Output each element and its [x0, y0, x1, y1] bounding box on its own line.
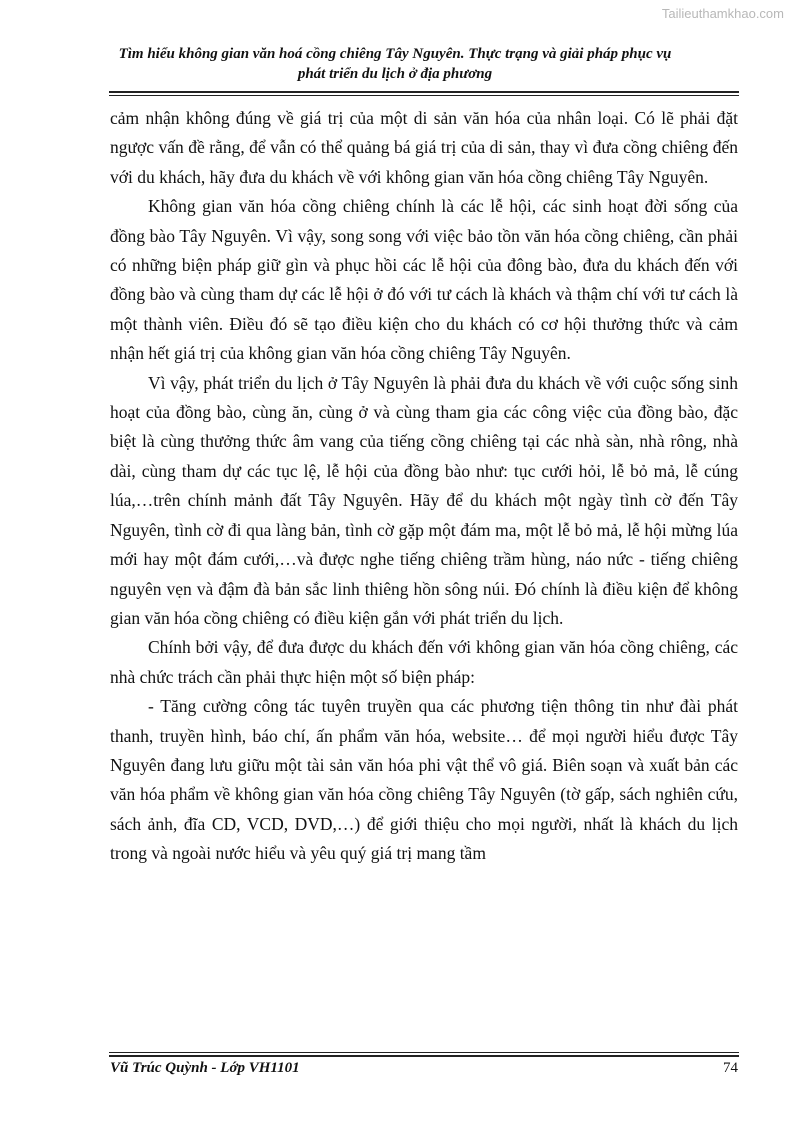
footer-divider: [109, 1055, 739, 1057]
paragraph-2: Không gian văn hóa cồng chiêng chính là các lễ hội, các sinh hoạt đời sống của đồng bào Tây Nguyên. Vì vậy, song song với việc bảo tồn văn hóa cồng chiêng, cần phải có những biện pháp giữ gìn và phục hồi các lễ hội của đông bào, đưa du khách đến với đồng bào và cùng tham dự các lễ hội ở đó với tư cách là khách và thậm chí với tư cách là một thành viên. Điều đó sẽ tạo điều kiện cho du khách có cơ hội thưởng thức và cảm nhận hết giá trị của không gian văn hóa cồng chiêng Tây Nguyên.: [110, 196, 738, 364]
page-number: 74: [723, 1060, 738, 1076]
footer-author: Vũ Trúc Quỳnh - Lớp VH1101: [110, 1060, 300, 1076]
header-divider: [109, 91, 739, 93]
paragraph-3: Vì vậy, phát triển du lịch ở Tây Nguyên là phải đưa du khách về với cuộc sống sinh hoạt của đồng bào, cùng ăn, cùng ở và cùng tham gia các công việc của đồng bào, đặc biệt là cùng thưởng thức âm vang của tiếng cồng chiêng tại các nhà sàn, nhà rông, nhà dài, cùng tham dự các tục lệ, lễ hội của đồng bào như: tục cưới hỏi, lễ bỏ mả, lễ cúng lúa,…trên chính mảnh đất Tây Nguyên. Hãy để du khách một ngày tình cờ đến Tây Nguyên, tình cờ đi qua làng bản, tình cờ gặp một đám ma, một lễ bỏ mả, lễ hội mừng lúa mới hay một đám cưới,…và được nghe tiếng chiêng trầm hùng, náo nức - tiếng chiêng nguyên vẹn và đậm đà bản sắc linh thiêng hồn sông núi. Đó chính là điều kiện để không gian văn hóa cồng chiêng có điều kiện gắn với phát triển du lịch.: [110, 372, 738, 628]
page-header: [110, 44, 680, 84]
footer-divider-thin: [109, 1052, 739, 1053]
watermark-text: Tailieuthamkhao.com: [661, 6, 784, 21]
paragraph-5: - Tăng cường công tác tuyên truyền qua các phương tiện thông tin như đài phát thanh, truyền hình, báo chí, ấn phẩm văn hóa, website… để mọi người hiểu được Tây Nguyên đang lưu giữu một tài sản văn hóa phi vật thể vô giá. Biên soạn và xuất bản các văn hóa phẩm về không gian văn hóa cồng chiêng Tây Nguyên (tờ gấp, sách nghiên cứu, sách ảnh, đĩa CD, VCD, DVD,…) để giới thiệu cho mọi người, nhất là khách du lịch trong và ngoài nước hiểu và yêu quý giá trị mang tầm: [110, 696, 738, 864]
document-body: [110, 104, 738, 869]
paragraph-4: Chính bởi vậy, để đưa được du khách đến với không gian văn hóa cồng chiêng, các nhà chức trách cần phải thực hiện một số biện pháp:: [110, 637, 738, 687]
header-title-line-1: Tìm hiểu không gian văn hoá cồng chiêng Tây Nguyên. Thực trạng và giải pháp phục vụ: [118, 46, 672, 62]
header-title-line-2: phát triển du lịch ở địa phương: [297, 66, 493, 82]
header-divider-thin: [109, 95, 739, 96]
paragraph-1: cảm nhận không đúng về giá trị của một di sản văn hóa của nhân loại. Có lẽ phải đặt ngược vấn đề rằng, để vẫn có thể quảng bá giá trị của di sản, thay vì đưa cồng chiêng đến với du khách, hãy đưa du khách về với không gian văn hóa cồng chiêng Tây Nguyên.: [110, 108, 738, 187]
